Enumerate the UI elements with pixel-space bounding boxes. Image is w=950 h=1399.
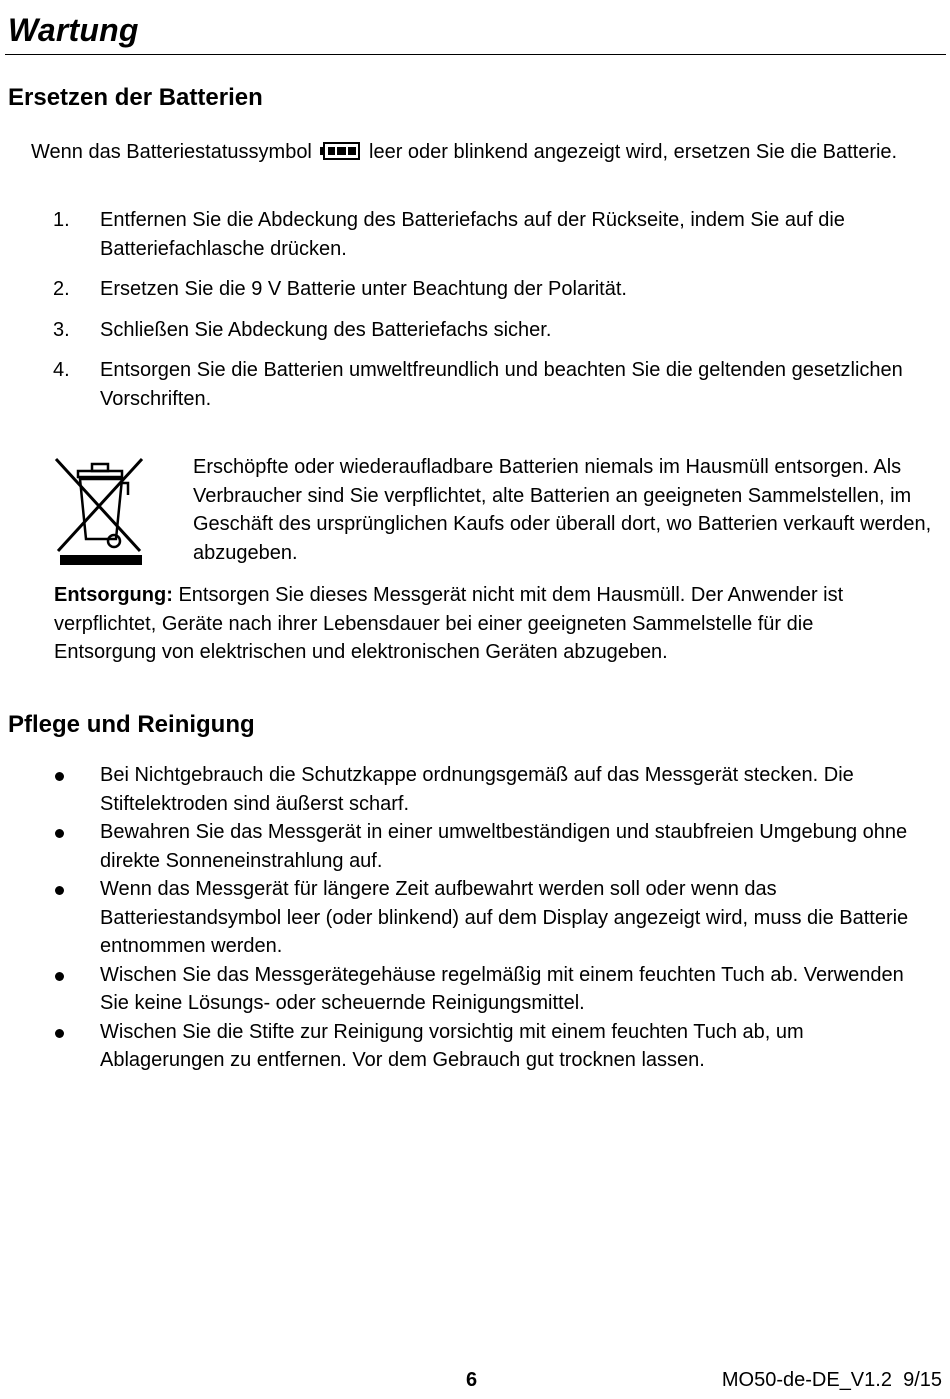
list-item [0,875,910,961]
battery-disposal-note: Erschöpfte oder wiederaufladbare Batterien niemals im Hausmüll entsorgen. Als Verbraucher sind Sie verpflichtet, alte Batterien an geeigneten Sammelstellen, im Geschäft des ursprünglichen Kaufs oder überall dort, wo Batterien verkauft werden, abzugeben. [193,456,932,564]
step-text: Ersetzen Sie die 9 V Batterie unter Beachtung der Polarität. [100,278,627,300]
battery-status-icon [319,141,361,170]
step-text: Entfernen Sie die Abdeckung des Batteriefachs auf der Rückseite, indem Sie auf die Batteriefachlasche drücken. [100,209,845,260]
list-item [0,206,910,263]
step-text: Schließen Sie Abdeckung des Batteriefachs sicher. [100,318,552,341]
list-item [0,961,910,1018]
disposal-paragraph [54,581,894,667]
bullet-icon [55,886,64,895]
list-item [0,818,910,875]
title-divider [5,54,946,55]
bullet-text: Wenn das Messgerät für längere Zeit aufbewahrt werden soll oder wenn das Batteriestandsymbol leer (oder blinkend) auf dem Display angezeigt wird, muss die Batterie entnommen werden. [100,878,909,957]
section-heading-care: Pflege und Reinigung [8,711,255,738]
crossed-out-wheelie-bin-icon [52,455,148,567]
disposal-text: Entsorgen Sie dieses Messgerät nicht mit dem Hausmüll. Der Anwender ist verpflichtet, Geräte nach ihrer Lebensdauer bei einer geeigneten Sammelstelle für die Entsorgung von elektrischen und elektronischen Geräten abzugeben. [54,584,844,663]
bullet-icon [55,772,64,781]
bullet-icon [55,1029,64,1038]
bullet-text: Wischen Sie die Stifte zur Reinigung vorsichtig mit einem feuchten Tuch ab, um Ablagerungen zu entfernen. Vor dem Gebrauch gut trocknen lassen. [100,1020,804,1071]
bullet-text: Wischen Sie das Messgerätegehäuse regelmäßig mit einem feuchten Tuch ab. Verwenden Sie keine Lösungs- oder scheuernde Reinigungsmittel. [100,963,904,1014]
page-number: 6 [466,1369,478,1391]
bullet-icon [55,972,64,981]
list-item [0,761,910,818]
step-text: Entsorgen Sie die Batterien umweltfreundlich und beachten Sie die geltenden gesetzlichen Vorschriften. [100,359,903,410]
care-bullet-list [0,761,910,1075]
step-number: 4. [53,359,70,381]
bullet-icon [55,829,64,838]
list-item [0,275,910,304]
section-heading-battery: Ersetzen der Batterien [8,84,263,111]
battery-steps-list [0,206,910,413]
step-number: 1. [53,209,70,231]
battery-intro-paragraph [31,138,911,170]
bullet-text: Bewahren Sie das Messgerät in einer umweltbeständigen und staubfreien Umgebung ohne direkte Sonneneinstrahlung auf. [100,821,908,872]
step-number: 2. [53,278,70,300]
step-number: 3. [53,318,70,341]
document-id: MO50-de-DE_V1.2 9/15 [721,1369,942,1391]
list-item [0,356,910,413]
list-item [0,316,910,345]
intro-text-after-icon: leer oder blinkend angezeigt wird, ersetzen Sie die Batterie. [369,141,898,163]
page-title: Wartung [8,12,139,48]
intro-text-before-icon: Wenn das Batteriestatussymbol [31,141,312,163]
disposal-label: Entsorgung: [54,584,173,606]
bullet-text: Bei Nichtgebrauch die Schutzkappe ordnungsgemäß auf das Messgerät stecken. Die Stiftelektroden sind äußerst scharf. [100,764,854,815]
list-item [0,1018,910,1075]
